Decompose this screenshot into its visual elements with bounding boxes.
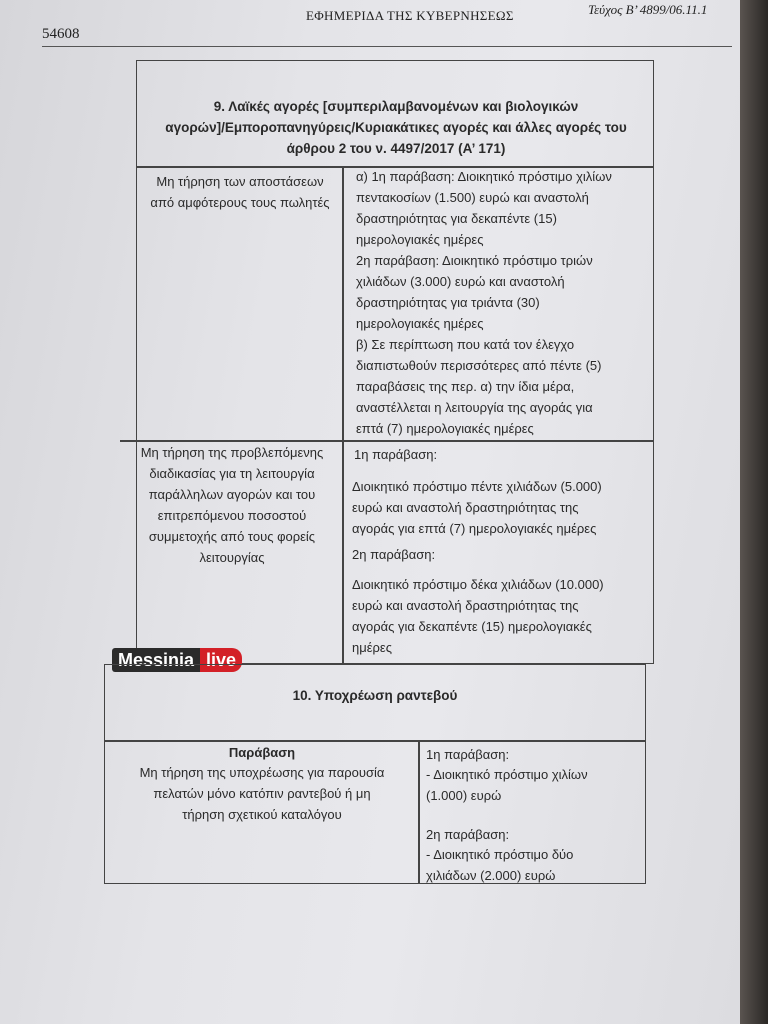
text-line: επτά (7) ημερολογιακές ημέρες xyxy=(356,421,534,436)
row1-penalty-a2 xyxy=(356,250,644,334)
text-line: Διοικητικό πρόστιμο δέκα χιλιάδων (10.000) xyxy=(352,577,604,592)
text-line: επιτρεπόμενου ποσοστού xyxy=(157,508,307,523)
text-line: ημέρες xyxy=(352,640,392,655)
divider xyxy=(342,166,344,664)
text-line: διαδικασίας για τη λειτουργία xyxy=(149,466,315,481)
text-line: αγοράς για δεκαπέντε (15) ημερολογιακές xyxy=(352,619,592,634)
section9-title xyxy=(146,96,646,159)
text-line: συμμετοχής από τους φορείς xyxy=(148,529,316,544)
row2-second-label: 2η παράβαση: xyxy=(352,547,436,562)
text-line: πεντακοσίων (1.500) ευρώ και αναστολή xyxy=(356,190,589,205)
section9-title-line: αγορών]/Εμποροπανηγύρεις/Κυριακάτικες αγορές και άλλες αγορές του xyxy=(165,120,627,135)
journal-title: ΕΦΗΜΕΡΙΔΑ ΤΗΣ ΚΥΒΕΡΝΗΣΕΩΣ xyxy=(306,8,514,23)
divider xyxy=(418,740,420,884)
text-line: - Διοικητικό πρόστιμο χιλίων xyxy=(426,767,588,782)
page-number: 54608 xyxy=(42,26,80,42)
text-line: (1.000) ευρώ xyxy=(426,788,502,803)
text-line: δραστηριότητας για τριάντα (30) xyxy=(356,295,540,310)
page-edge-shadow xyxy=(740,0,768,1024)
section10-first-label: 1η παράβαση: xyxy=(426,747,510,762)
header-rule xyxy=(42,46,732,47)
text-line: χιλιάδων (3.000) ευρώ και αναστολή xyxy=(356,274,565,289)
logo-part-live: live xyxy=(200,648,242,672)
text-line: λειτουργίας xyxy=(199,550,265,565)
row1-penalty-a xyxy=(356,166,644,250)
section9-title-line: 9. Λαϊκές αγορές [συμπεριλαμβανομένων και βιολογικών xyxy=(213,99,579,114)
text-line: - Διοικητικό πρόστιμο δύο xyxy=(426,847,574,862)
text-line: αγοράς για επτά (7) ημερολογιακές ημέρες xyxy=(352,521,597,536)
row2-violation xyxy=(126,442,338,568)
text-line: ευρώ και αναστολή δραστηριότητας της xyxy=(352,500,579,515)
section10-first-penalty xyxy=(426,764,640,806)
text-line: Μη τήρηση της υποχρέωσης για παρουσία xyxy=(139,765,385,780)
text-line: παραβάσεις της περ. α) την ίδια μέρα, xyxy=(356,379,575,394)
text-line: ημερολογιακές ημέρες xyxy=(356,316,484,331)
text-line: δραστηριότητας για δεκαπέντε (15) xyxy=(356,211,557,226)
issue-number: Τεύχος Β’ 4899/06.11.1 xyxy=(588,2,708,17)
section10-title: 10. Υποχρέωση ραντεβού xyxy=(292,688,458,703)
text-line: πελατών μόνο κατόπιν ραντεβού ή μη xyxy=(153,786,371,801)
text-line: Διοικητικό πρόστιμο πέντε χιλιάδων (5.000) xyxy=(352,479,602,494)
text-line: α) 1η παράβαση: Διοικητικό πρόστιμο χιλίων xyxy=(356,169,612,184)
text-line: 2η παράβαση: Διοικητικό πρόστιμο τριών xyxy=(356,253,593,268)
section9-title-line: άρθρου 2 του ν. 4497/2017 (Α’ 171) xyxy=(286,141,506,156)
text-line: Μη τήρηση της προβλεπόμενης xyxy=(140,445,324,460)
logo-part-messinia: Messinia xyxy=(112,648,200,672)
col-header-violation: Παράβαση xyxy=(228,745,296,760)
text-line: διαπιστωθούν περισσότερες από πέντε (5) xyxy=(356,358,602,373)
section10-second-penalty xyxy=(426,844,640,886)
section10-violation xyxy=(110,762,414,825)
text-line: αναστέλλεται η λειτουργία της αγοράς για xyxy=(356,400,593,415)
row1-penalty-b xyxy=(356,334,644,439)
row1-violation xyxy=(142,171,338,213)
row2-first-label: 1η παράβαση: xyxy=(354,447,438,462)
row2-second-penalty xyxy=(352,574,644,658)
text-line: β) Σε περίπτωση που κατά τον έλεγχο xyxy=(356,337,575,352)
text-line: Μη τήρηση των αποστάσεων xyxy=(156,174,324,189)
text-line: τήρηση σχετικού καταλόγου xyxy=(182,807,342,822)
text-line: ημερολογιακές ημέρες xyxy=(356,232,484,247)
row2-first-penalty xyxy=(352,476,644,539)
section10-second-label: 2η παράβαση: xyxy=(426,827,510,842)
text-line: παράλληλων αγορών και του xyxy=(148,487,316,502)
text-line: χιλιάδων (2.000) ευρώ xyxy=(426,868,556,883)
text-line: ευρώ και αναστολή δραστηριότητας της xyxy=(352,598,579,613)
text-line: από αμφότερους τους πωλητές xyxy=(150,195,330,210)
